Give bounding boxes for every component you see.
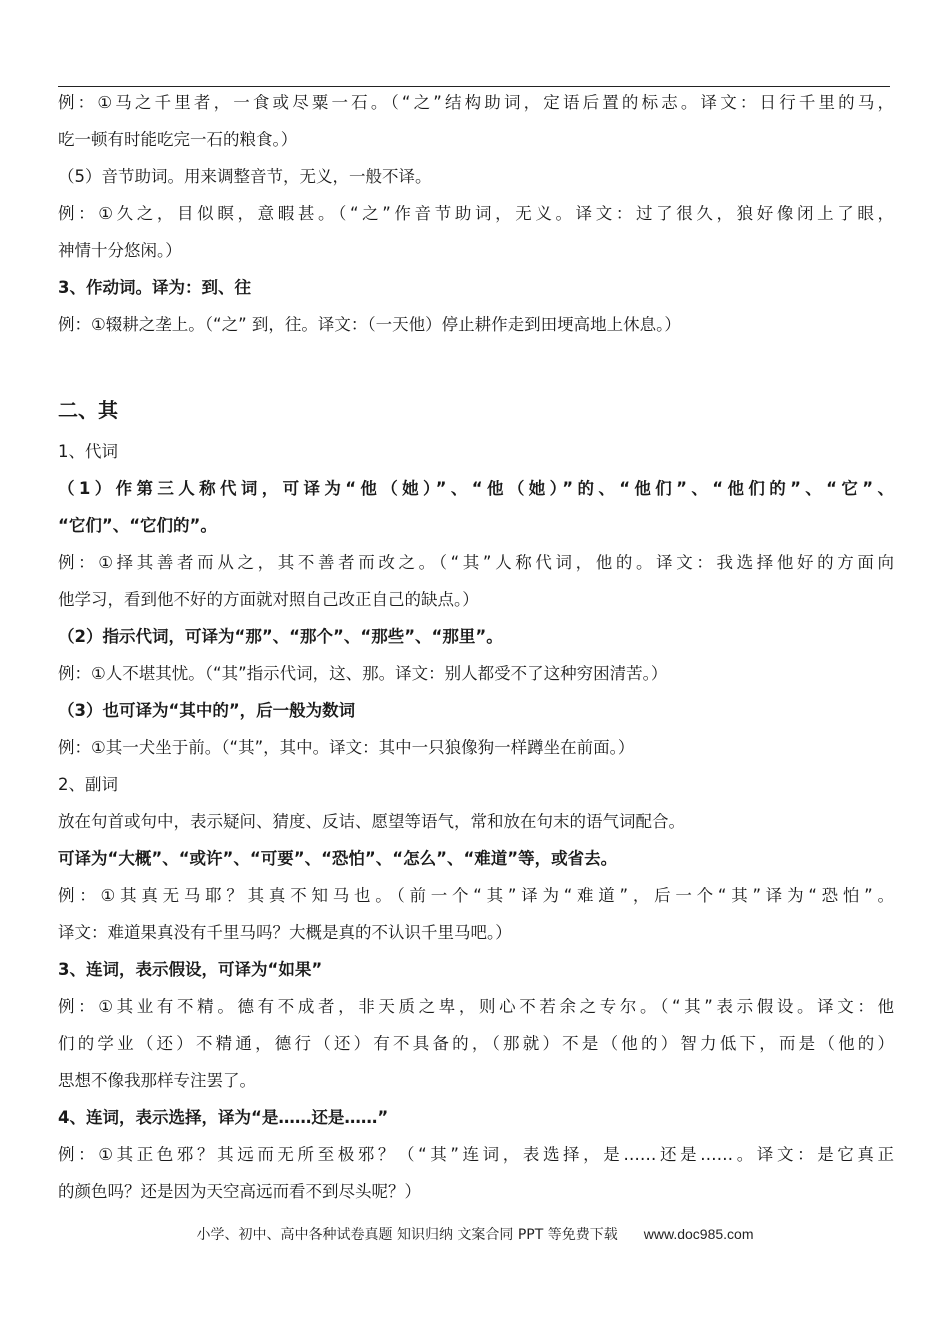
text-line: 的颜色吗？还是因为天空高远而看不到尽头呢？） xyxy=(58,1182,421,1201)
page-footer xyxy=(0,1224,950,1244)
section-gap xyxy=(58,343,894,387)
footer-text: 小学、初中、高中各种试卷真题 知识归纳 文案合同 PPT 等免费下载 xyxy=(196,1227,618,1243)
text-line: 例：①择其善者而从之，其不善者而改之。（“其”人称代词，他的。译文：我选择他好的方面向 xyxy=(58,553,894,572)
document-body xyxy=(58,84,894,1210)
text-line: 3、作动词。译为：到、往 xyxy=(58,278,251,297)
text-line: 1、代词 xyxy=(58,442,118,461)
text-line: 4、连词，表示选择，译为“是……还是……” xyxy=(58,1108,389,1127)
text-line: 例：①久之，目似瞑，意暇甚。（“之”作音节助词，无义。译文：过了很久，狼好像闭上了眼， xyxy=(58,204,894,223)
text-line: 神情十分悠闲。） xyxy=(58,241,182,260)
text-line: （5）音节助词。用来调整音节，无义，一般不译。 xyxy=(58,167,432,186)
text-line: （3）也可译为“其中的”，后一般为数词 xyxy=(58,701,356,720)
text-line: 他学习，看到他不好的方面就对照自己改正自己的缺点。） xyxy=(58,590,479,609)
text-line: 例：①马之千里者，一食或尽粟一石。（“之”结构助词，定语后置的标志。译文：日行千里的马， xyxy=(58,93,894,112)
text-line: 2、副词 xyxy=(58,775,118,794)
text-line: 思想不像我那样专注罢了。 xyxy=(58,1071,256,1090)
text-line: 例：①其正色邪？其远而无所至极邪？（“其”连词，表选择，是……还是……。译文：是它真正 xyxy=(58,1145,894,1164)
text-line: 例：①其真无马耶？其真不知马也。（前一个“其”译为“难道”，后一个“其”译为“恐怕”。 xyxy=(58,886,894,905)
paragraph-block-qi xyxy=(58,433,894,1210)
text-line: （2）指示代词，可译为“那”、“那个”、“那些”、“那里”。 xyxy=(58,627,503,646)
text-line: 可译为“大概”、“或许”、“可要”、“恐怕”、“怎么”、“难道”等，或省去。 xyxy=(58,849,618,868)
section-heading: 二、其 xyxy=(58,398,118,422)
paragraph-block-zhi xyxy=(58,84,894,343)
footer-site-link[interactable]: www.doc985.com xyxy=(643,1226,754,1242)
text-line: 例：①其一犬坐于前。（“其”，其中。译文：其中一只狼像狗一样蹲坐在前面。） xyxy=(58,738,635,757)
text-line: 译文：难道果真没有千里马吗？大概是真的不认识千里马吧。） xyxy=(58,923,512,942)
text-line: 们的学业（还）不精通，德行（还）有不具备的，（那就）不是（他的）智力低下，而是（他的） xyxy=(58,1034,894,1053)
text-line: 例：①人不堪其忧。（“其”指示代词，这、那。译文：别人都受不了这种穷困清苦。） xyxy=(58,664,668,683)
text-line: 例：①其业有不精。德有不成者，非天质之卑，则心不若余之专尔。（“其”表示假设。译文：他 xyxy=(58,997,894,1016)
text-line: 放在句首或句中，表示疑问、猜度、反诘、愿望等语气，常和放在句末的语气词配合。 xyxy=(58,812,685,831)
text-line: 吃一顿有时能吃完一石的粮食。） xyxy=(58,130,298,149)
text-line: （1）作第三人称代词，可译为“他（她）”、“他（她）”的、“他们”、“他们的”、“它”、 xyxy=(58,479,894,498)
text-line: 3、连词，表示假设，可译为“如果” xyxy=(58,960,323,979)
text-line: “它们”、“它们的”。 xyxy=(58,516,217,535)
text-line: 例：①辍耕之垄上。（“之” 到，往。译文：（一天他）停止耕作走到田埂高地上休息。） xyxy=(58,315,681,334)
